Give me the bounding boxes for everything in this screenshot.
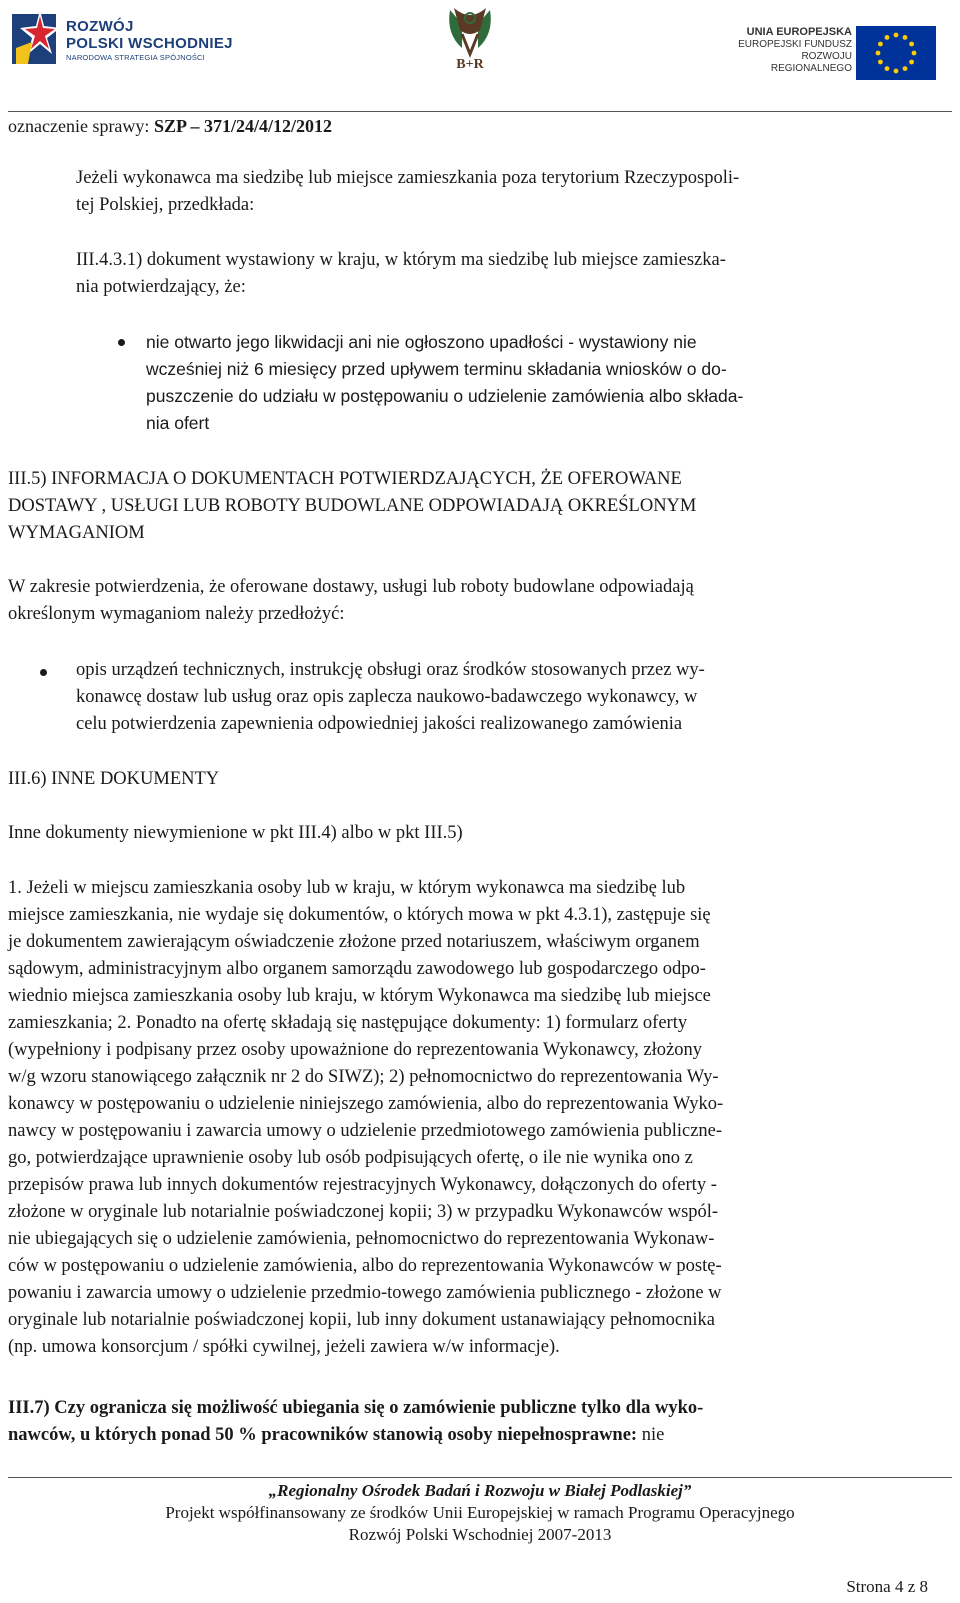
footer-project-title: „Regionalny Ośrodek Badań i Rozwoju w Białej Podlaskiej” bbox=[268, 1481, 692, 1500]
eu-star-icon bbox=[909, 60, 914, 65]
paragraph-line: go, potwierdzające uprawnienie osoby lub osób podpisujących ofertę, o ile nie wynika ono z bbox=[8, 1148, 693, 1168]
eu-star-icon bbox=[878, 42, 883, 47]
eu-star-icon bbox=[903, 66, 908, 71]
eu-star-icon bbox=[912, 51, 917, 56]
rpw-star-icon bbox=[10, 8, 62, 70]
paragraph-line: określonym wymaganiom należy przedłożyć: bbox=[8, 604, 345, 624]
paragraph-line: złożone w oryginale lub notarialnie poświadczonej kopii; 3) w przypadku Wykonawców wspól- bbox=[8, 1202, 719, 1222]
foreign-contractor-paragraph bbox=[76, 165, 924, 219]
rozwoj-polski-wschodniej-logo bbox=[10, 6, 260, 76]
paragraph-line: w/g wzoru stanowiącego załącznik nr 2 do SIWZ); 2) pełnomocnictwo do reprezentowania Wy- bbox=[8, 1067, 719, 1087]
header-rule bbox=[8, 111, 952, 112]
eu-flag-icon bbox=[856, 26, 936, 80]
paragraph-line: ców w postępowaniu o udzielenie zamówienia, albo do reprezentowania Wykonawców w postę- bbox=[8, 1256, 722, 1276]
eu-star-icon bbox=[876, 51, 881, 56]
paragraph-line: powaniu i zawarcia umowy o udzielenie przedmio-towego zamówienia publicznego - złożone w bbox=[8, 1283, 722, 1303]
section-iii-5-heading bbox=[8, 466, 888, 547]
paragraph-line: III.4.3.1) dokument wystawiony w kraju, w którym ma siedzibę lub miejsce zamieszka- bbox=[76, 250, 726, 270]
unia-europejska-logo bbox=[722, 26, 944, 86]
paragraph-line: nawcy w postępowaniu i zawarcia umowy o udzielenie przedmiotowego zamówienia publiczne- bbox=[8, 1121, 723, 1141]
paragraph-line: (np. umowa konsorcjum / spółki cywilnej, jeżeli zawiera w/w informacje). bbox=[8, 1337, 560, 1357]
logo-header bbox=[0, 0, 960, 105]
eu-logo-line1: UNIA EUROPEJSKA bbox=[746, 26, 852, 38]
heading-line: WYMAGANIOM bbox=[8, 523, 145, 543]
eu-star-icon bbox=[885, 35, 890, 40]
eu-star-icon bbox=[903, 35, 908, 40]
section-iii-6-body bbox=[8, 875, 918, 1361]
bullet-line: opis urządzeń technicznych, instrukcję obsługi oraz środków stosowanych przez wy- bbox=[76, 660, 705, 680]
bullet-line: celu potwierdzenia zapewnienia odpowiedniej jakości realizowanego zamówienia bbox=[76, 714, 683, 734]
rpw-logo-line3: NARODOWA STRATEGIA SPÓJNOŚCI bbox=[66, 53, 205, 62]
eu-star-icon bbox=[878, 60, 883, 65]
paragraph-line: zamieszkania; 2. Ponadto na ofertę składają się następujące dokumenty: 1) formularz oferty bbox=[8, 1013, 688, 1033]
eu-star-icon bbox=[909, 42, 914, 47]
question-line-2 bbox=[8, 1422, 918, 1449]
paragraph-line: 1. Jeżeli w miejscu zamieszkania osoby lub w kraju, w którym wykonawca ma siedzibę lub bbox=[8, 878, 686, 898]
paragraph-line: przepisów prawa lub innych dokumentów rejestracyjnych Wykonawcy, dołączonych do oferty - bbox=[8, 1175, 717, 1195]
section-iii-6-intro: Inne dokumenty niewymienione w pkt III.4) albo w pkt III.5) bbox=[8, 823, 463, 843]
paragraph-line: oryginale lub notarialnie poświadczonej kopii, lub inny dokument ustanawiający pełnomocnika bbox=[8, 1310, 715, 1330]
bullet-dot bbox=[40, 669, 47, 676]
paragraph-line: W zakresie potwierdzenia, że oferowane dostawy, usługi lub roboty budowlane odpowiadają bbox=[8, 577, 694, 597]
eu-logo-line2: EUROPEJSKI FUNDUSZ bbox=[738, 39, 852, 50]
case-number: SZP – 371/24/4/12/2012 bbox=[153, 116, 332, 136]
bullet-item-technical-docs bbox=[76, 657, 896, 738]
section-iii-6-heading: III.6) INNE DOKUMENTY bbox=[8, 769, 220, 789]
eu-star-icon bbox=[894, 33, 899, 38]
footer-programme-line: Rozwój Polski Wschodniej 2007-2013 bbox=[348, 1525, 612, 1544]
page-number: Strona 4 z 8 bbox=[846, 1577, 928, 1596]
heading-line: DOSTAWY , USŁUGI LUB ROBOTY BUDOWLANE ODPOWIADAJĄ OKREŚLONYM bbox=[8, 496, 697, 516]
footer-rule bbox=[8, 1477, 952, 1478]
page-footer bbox=[0, 1480, 960, 1546]
question-text: nawców, u których ponad 50 % pracowników stanowią osoby niepełnosprawne: bbox=[8, 1425, 638, 1445]
paragraph-line: miejsce zamieszkania, nie wydaje się dokumentów, o których mowa w pkt 4.3.1), zastępuje się bbox=[8, 905, 711, 925]
question-answer: nie bbox=[641, 1425, 665, 1445]
b-r-monogram-text: B+R bbox=[456, 57, 484, 72]
paragraph-line: Jeżeli wykonawca ma siedzibę lub miejsce zamieszkania poza terytorium Rzeczypospoli- bbox=[76, 168, 740, 188]
paragraph-line: nia potwierdzający, że: bbox=[76, 277, 246, 297]
bullet-line: puszczenie do udziału w postępowaniu o udzielenie zamówienia albo składa- bbox=[146, 386, 744, 406]
footer-cofinancing-line: Projekt współfinansowany ze środków Unii Europejskiej w ramach Programu Operacyjnego bbox=[165, 1503, 795, 1522]
bullet-line: wcześniej niż 6 miesięcy przed upływem terminu składania wniosków o do- bbox=[146, 359, 727, 379]
paragraph-line: wiednio miejsca zamieszkania osoby lub kraju, w którym Wykonawca ma siedzibę lub miejsce bbox=[8, 986, 711, 1006]
bullet-dot bbox=[118, 339, 125, 346]
eu-star-icon bbox=[885, 66, 890, 71]
question-line: III.7) Czy ogranicza się możliwość ubiegania się o zamówienie publiczne tylko dla wyko- bbox=[8, 1398, 704, 1418]
bullet-line: nie otwarto jego likwidacji ani nie ogłoszono upadłości - wystawiony nie bbox=[146, 332, 697, 352]
section-iii-7-question bbox=[8, 1395, 918, 1449]
bullet-item-liquidation bbox=[146, 329, 890, 437]
rpw-logo-line1: ROZWÓJ bbox=[66, 18, 134, 35]
eu-star-icon bbox=[894, 69, 899, 74]
rpw-logo-line2: POLSKI WSCHODNIEJ bbox=[66, 35, 233, 52]
paragraph-line: (wypełniony i podpisany przez osoby upoważnione do reprezentowania Wykonawcy, złożony bbox=[8, 1040, 702, 1060]
paragraph-line: nie ubiegających się o udzielenie zamówienia, pełnomocnictwo do reprezentowania Wykonaw- bbox=[8, 1229, 715, 1249]
bullet-line: konawcę dostaw lub usług oraz opis zaplecza naukowo-badawczego wykonawcy, w bbox=[76, 687, 698, 707]
case-label: oznaczenie sprawy: bbox=[8, 116, 150, 136]
eu-logo-line3: ROZWOJU REGIONALNEGO bbox=[770, 51, 852, 74]
b-r-monogram-logo bbox=[440, 4, 500, 72]
section-iii-5-intro bbox=[8, 574, 888, 628]
heading-line: III.5) INFORMACJA O DOKUMENTACH POTWIERDZAJĄCYCH, ŻE OFEROWANE bbox=[8, 469, 682, 489]
paragraph-line: je dokumentem zawierającym oświadczenie złożone przed notariuszem, właściwym organem bbox=[8, 932, 700, 952]
document-requirement-paragraph bbox=[76, 247, 924, 301]
bullet-line: nia ofert bbox=[146, 413, 210, 433]
paragraph-line: konawcy w postępowaniu o udzielenie niniejszego zamówienia, albo do reprezentowania Wyko- bbox=[8, 1094, 724, 1114]
b-r-emblem-icon bbox=[440, 4, 500, 72]
case-reference bbox=[8, 115, 332, 137]
paragraph-line: tej Polskiej, przedkłada: bbox=[76, 195, 255, 215]
paragraph-line: sądowym, administracyjnym albo organem samorządu zawodowego lub gospodarczego odpo- bbox=[8, 959, 706, 979]
